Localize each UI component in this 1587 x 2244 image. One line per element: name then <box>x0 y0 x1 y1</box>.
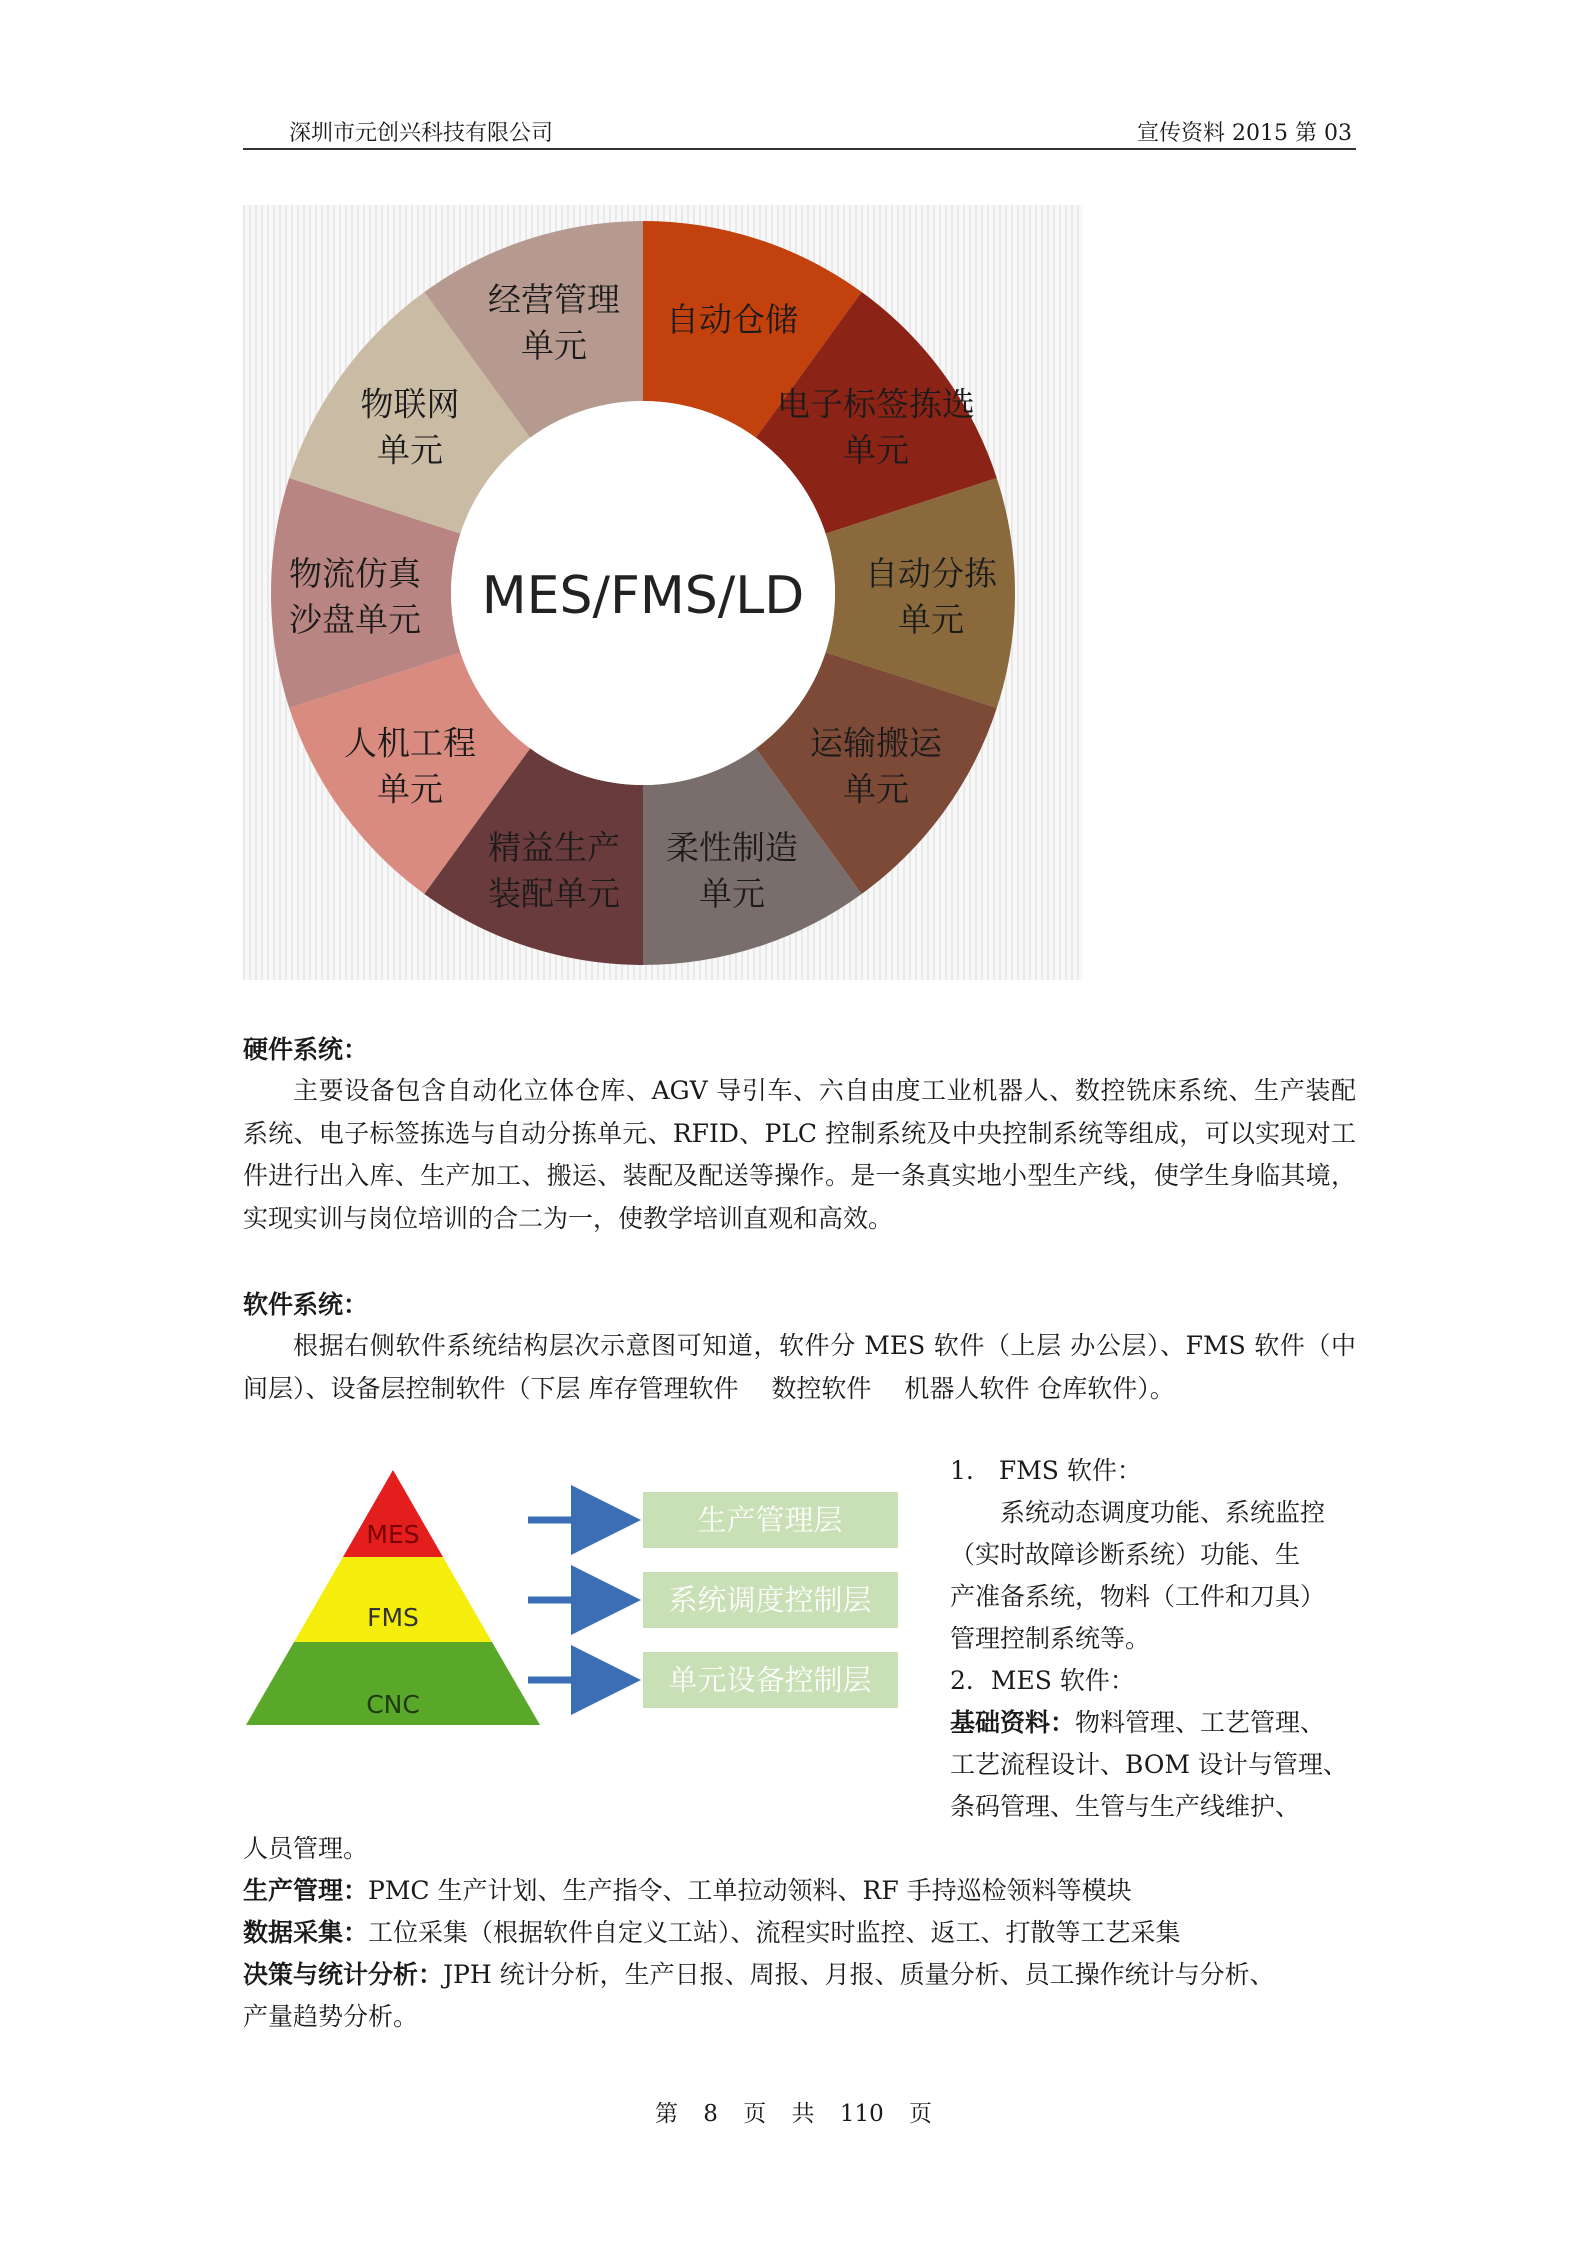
pyramid-label-fms: FMS <box>367 1603 419 1632</box>
ring-segment-sublabel-9: 单元 <box>377 430 444 470</box>
pyramid-label-cnc: CNC <box>366 1690 420 1719</box>
ring-segment-label-2: 电子标签拣选 <box>776 384 975 424</box>
software-section-title: 软件系统： <box>243 1290 369 1319</box>
page-header <box>243 114 1356 150</box>
mes-heading: 2．MES 软件： <box>950 1666 1135 1695</box>
layer-label-production: 生产管理层 <box>697 1503 843 1537</box>
ring-segment-label-8: 物流仿真 <box>289 554 421 593</box>
hardware-section-body: 主要设备包含自动化立体仓库、AGV 导引车、六自由度工业机器人、数控铣床系统、生产装配系统、电子标签拣选与自动分拣单元、RFID、PLC 控制系统及中央控制系统等组成，可以实现对工件进行出入库、生产加工、搬运、装配及配送等操作。是一条真实地小型生产线，使学生身临其境，实现实训与岗位培训的合二为一，使教学培训直观和高效。 <box>243 1076 1356 1233</box>
mes-decision-label: 决策与统计分析： <box>243 1960 444 1989</box>
system-ring-diagram <box>243 205 1083 980</box>
ring-segment-label-6: 精益生产 <box>488 827 621 867</box>
ring-segment-label-1: 自动仓储 <box>665 300 798 340</box>
mes-production-line <box>243 1870 1132 1912</box>
mes-decision-line-1 <box>243 1954 1275 1996</box>
mes-collection-text: 工位采集（根据软件自定义工站）、流程实时监控、返工、打散等工艺采集 <box>368 1918 1181 1947</box>
layer-label-scheduling: 系统调度控制层 <box>668 1583 872 1617</box>
mes-basic-line-4: 人员管理。 <box>243 1834 369 1863</box>
mes-basic-text-1: 物料管理、工艺管理、 <box>1075 1708 1326 1737</box>
software-layer-pyramid <box>243 1470 903 1760</box>
fms-text-line-1: 系统动态调度功能、系统监控 <box>1000 1498 1326 1527</box>
page-footer: 第 8 页 共 110 页 <box>654 2101 933 2127</box>
ring-segment-sublabel-10: 单元 <box>521 326 588 366</box>
layer-label-unit: 单元设备控制层 <box>668 1663 872 1697</box>
ring-segment-sublabel-5: 单元 <box>698 873 765 913</box>
ring-segment-sublabel-8: 沙盘单元 <box>289 600 421 639</box>
mes-decision-text-1: JPH 统计分析，生产日报、周报、月报、质量分析、员工操作统计与分析、 <box>443 1960 1275 1989</box>
ring-segment-label-5: 柔性制造 <box>665 827 798 867</box>
mes-collection-line <box>243 1912 1181 1954</box>
mes-production-label: 生产管理： <box>243 1876 369 1905</box>
ring-segment-sublabel-4: 单元 <box>842 769 909 809</box>
pyramid-label-mes: MES <box>366 1520 420 1549</box>
mes-production-text: PMC 生产计划、生产指令、工单拉动领料、RF 手持巡检领料等模块 <box>368 1876 1132 1905</box>
fms-text-line-4: 管理控制系统等。 <box>950 1624 1151 1653</box>
hardware-section-title: 硬件系统： <box>243 1035 369 1064</box>
fms-text-line-3: 产准备系统，物料（工件和刀具） <box>950 1582 1326 1611</box>
fms-text-line-2: （实时故障诊断系统）功能、生 <box>950 1540 1301 1569</box>
ring-segment-label-10: 经营管理 <box>488 280 621 320</box>
pyramid-svg <box>243 1470 903 1760</box>
ring-segment-label-9: 物联网 <box>360 384 460 424</box>
software-section-body: 根据右侧软件系统结构层次示意图可知道，软件分 MES 软件（上层 办公层）、FMS 软件（中间层）、设备层控制软件（下层 库存管理软件 数控软件 机器人软件 仓库软件）。 <box>243 1331 1356 1403</box>
ring-segment-sublabel-3: 单元 <box>898 600 964 639</box>
ring-segment-label-4: 运输搬运 <box>809 723 942 763</box>
company-name: 深圳市元创兴科技有限公司 <box>289 121 554 146</box>
mes-decision-line-2: 产量趋势分析。 <box>243 2002 419 2031</box>
mes-basic-label: 基础资料： <box>950 1708 1076 1737</box>
fms-heading: 1. FMS 软件： <box>950 1456 1142 1485</box>
mes-collection-label: 数据采集： <box>243 1918 369 1947</box>
document-reference: 宣传资料 2015 第 03 <box>1137 121 1352 146</box>
ring-svg <box>243 205 1083 980</box>
ring-segment-sublabel-2: 单元 <box>842 430 909 470</box>
ring-segment-sublabel-6: 装配单元 <box>488 873 621 913</box>
mes-basic-line-1 <box>950 1702 1325 1744</box>
ring-segment-label-3: 自动分拣 <box>865 554 997 593</box>
ring-center-label: MES/FMS/LD <box>481 566 805 626</box>
ring-segment-sublabel-7: 单元 <box>377 769 444 809</box>
mes-basic-line-3: 条码管理、生管与生产线维护、 <box>950 1792 1301 1821</box>
ring-segment-label-7: 人机工程 <box>344 723 477 763</box>
mes-basic-line-2: 工艺流程设计、BOM 设计与管理、 <box>950 1750 1348 1779</box>
